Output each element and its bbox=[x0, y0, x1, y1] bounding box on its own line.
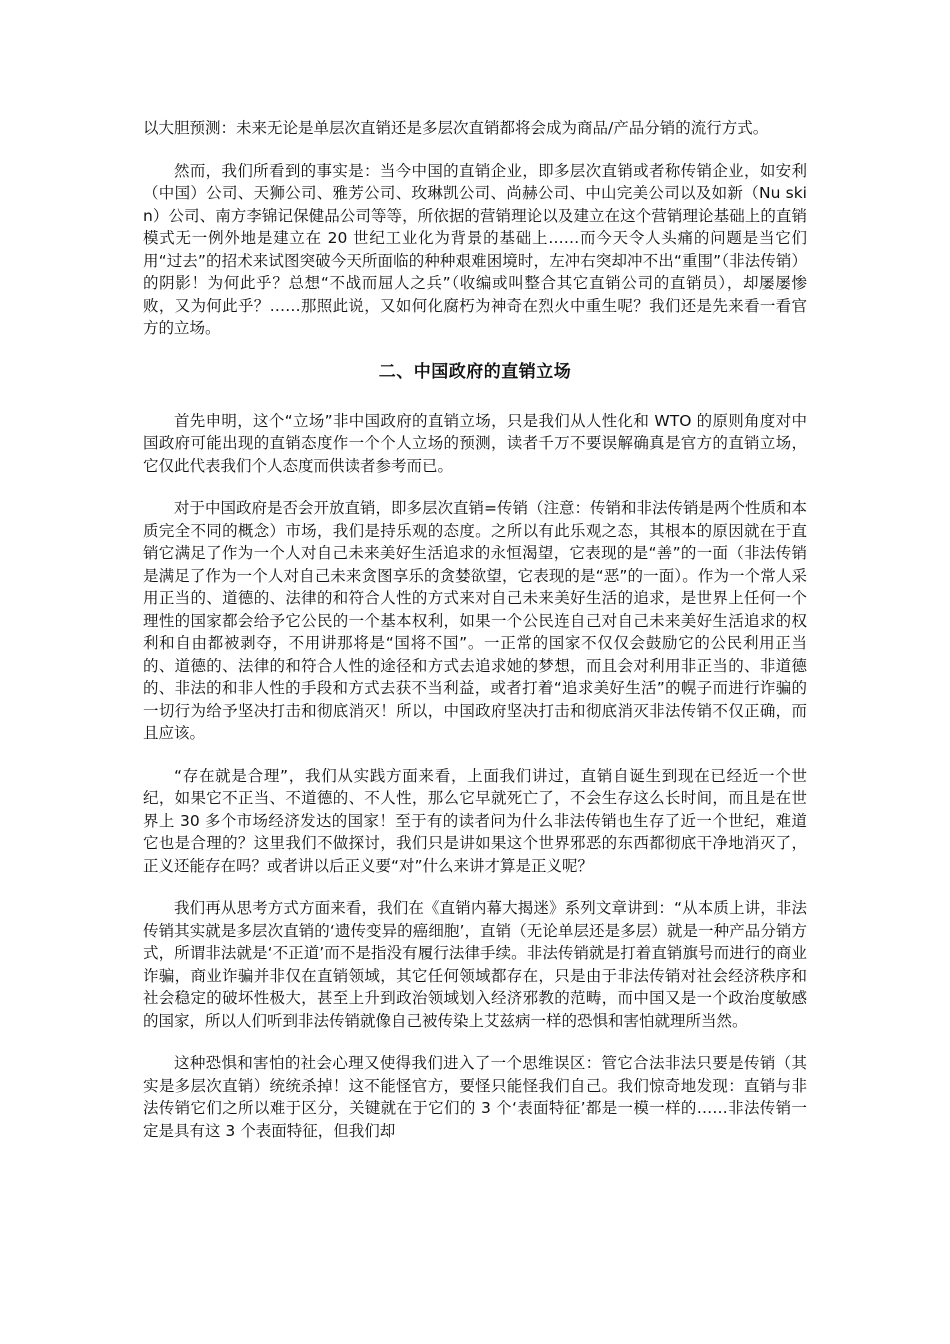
paragraph-5: “存在就是合理”，我们从实践方面来看，上面我们讲过，直销自诞生到现在已经近一个世纪，如果它不正当、不道德的、不人性，那么它早就死亡了，不会生存这么长时间，而且是在世界上 30 多个市场经济发达的国家！至于有的读者问为什么非法传销也生存了近一个世纪，难道它也是合理的？这里我们不做探讨，我们只是讲如果这个世界邪恶的东西都彻底干净地消灭了，正义还能存在吗？或者讲以后正义要“对”什么来讲才算是正义呢？ bbox=[143, 766, 807, 875]
paragraph-4: 对于中国政府是否会开放直销，即多层次直销=传销（注意：传销和非法传销是两个性质和本质完全不同的概念）市场，我们是持乐观的态度。之所以有此乐观之态，其根本的原因就在于直销它满足了作为一个人对自己未来美好生活追求的永恒渴望，它表现的是“善”的一面（非法传销是满足了作为一个人对自己未来贪图享乐的贪婪欲望，它表现的是“恶”的一面）。作为一个常人采用正当的、道德的、法律的和符合人性的方式来对自己未来美好生活的追求，是世界上任何一个理性的国家都会给予它公民的一个基本权利，如果一个公民连自己对自己未来美好生活追求的权利和自由都被剥夺，不用讲那将是“国将不国”。一正常的国家不仅仅会鼓励它的公民利用正当的、道德的、法律的和符合人性的途径和方式去追求她的梦想，而且会对利用非正当的、非道德的、非法的和非人性的手段和方式去获不当利益，或者打着“追求美好生活”的幌子而进行诈骗的一切行为给予坚决打击和彻底消灭！所以，中国政府坚决打击和彻底消灭非法传销不仅正确，而且应该。 bbox=[143, 499, 807, 742]
paragraph-1: 以大胆预测：未来无论是单层次直销还是多层次直销都将会成为商品/产品分销的流行方式。 bbox=[143, 119, 769, 137]
paragraph-6: 我们再从思考方式方面来看，我们在《直销内幕大揭迷》系列文章讲到：“从本质上讲，非法传销其实就是多层次直销的‘遗传变异的癌细胞’，直销（无论单层还是多层）就是一种产品分销方式，所谓非法就是‘不正道’而不是指没有履行法律手续。非法传销就是打着直销旗号而进行的商业诈骗，商业诈骗并非仅在直销领域，其它任何领域都存在，只是由于非法传销对社会经济秩序和社会稳定的破坏性极大，甚至上升到政治领域划入经济邪教的范畴，而中国又是一个政治度敏感的国家，所以人们听到非法传销就像自己被传染上艾兹病一样的恐惧和害怕就理所当然。 bbox=[143, 899, 807, 1030]
paragraph-3: 首先申明，这个“立场”非中国政府的直销立场，只是我们从人性化和 WTO 的原则角度对中国政府可能出现的直销态度作一个个人立场的预测，读者千万不要误解确真是官方的直销立场，它仅此代表我们个人态度而供读者参考而已。 bbox=[143, 411, 807, 475]
document-body bbox=[143, 117, 807, 1162]
paragraph-7: 这种恐惧和害怕的社会心理又使得我们进入了一个思维误区：管它合法非法只要是传销（其实是多层次直销）统统杀掉！这不能怪官方，要怪只能怪我们自己。我们惊奇地发现：直销与非法传销它们之所以难于区分，关键就在于它们的 3 个‘表面特征’都是一模一样的……非法传销一定是具有这 3 个表面特征，但我们却 bbox=[143, 1054, 807, 1140]
section-heading: 二、中国政府的直销立场 bbox=[378, 361, 572, 382]
paragraph-2: 然而，我们所看到的事实是：当今中国的直销企业，即多层次直销或者称传销企业，如安利（中国）公司、天狮公司、雅芳公司、玫琳凯公司、尚赫公司、中山完美公司以及如新（Nu skin）公司、南方李锦记保健品公司等等，所依据的营销理论以及建立在这个营销理论基础上的直销模式无一例外地是建立在 20 世纪工业化为背景的基础上……而今天令人头痛的问题是当它们用“过去”的招术来试图突破今天所面临的种种艰难困境时，左冲右突却冲不出“重围”（非法传销）的阴影！为何此乎？总想“不战而屈人之兵”（收编或叫整合其它直销公司的直销员），却屡屡惨败，又为何此乎？……那照此说，又如何化腐朽为神奇在烈火中重生呢？我们还是先来看一看官方的立场。 bbox=[143, 161, 807, 337]
